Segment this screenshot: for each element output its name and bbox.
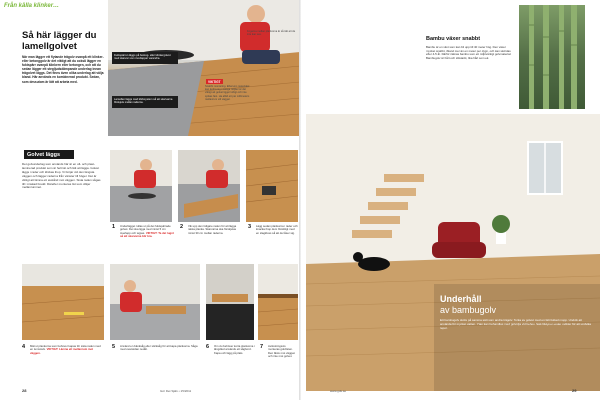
step-4-photo <box>22 264 104 340</box>
hero-caption-right: Fogarna mellan plankorna är så tätt att de inte kan ses. <box>247 30 296 37</box>
step-2-illustration <box>178 150 240 222</box>
section-tag: Från källa klinker… <box>4 3 60 9</box>
step-6-text: Om du behöver korta plankorna i längdled används ett sågbord. Kapa och lägg på plats. <box>214 344 255 355</box>
step-5-number: 5 <box>112 344 116 350</box>
step-7-illustration <box>258 264 298 340</box>
step-6-illustration <box>206 264 254 340</box>
step-7-text: Avslutningsvis monteras golvlisten. Den fästs mot väggen och inte mot golvet. <box>268 344 296 359</box>
viktigt-label: VIKTIGT <box>208 79 221 84</box>
step-4-text <box>30 345 104 355</box>
step-1-viktigt: VIKTIGT: Ta det lugnt så att skarvarna blir bra. <box>120 230 174 239</box>
footer-right-info: www.gds.se <box>330 389 347 393</box>
hero-caption-pvc: Lamellen läggs med klicksystem så att skarvarna förskjuts mellan raderna. <box>112 96 178 108</box>
hero-intro: När man lägger ett flytande trägolv ovanpå ett klinker- eller betonggolv är det viktigt att du också lägger en fuktspärr ovanpå klinkern eller betongen, och att du sedan lägger ett stegljudsdämpande underlag innan trägolvet läggs. Det finns även olika underlag att välja bland. Här används en kombinerad produkt. Sedan, som dessutom är lätt att arbeta med. <box>22 55 104 84</box>
step-7-photo <box>258 264 298 340</box>
hero-photo <box>108 0 300 136</box>
room-photo <box>306 114 600 391</box>
footer-left-info: Gör Det Själv • 15/2011 <box>160 389 192 393</box>
room-title: Underhåll <box>440 294 482 304</box>
hero-caption-top: Fuktspärren läggs på betong- eller klinkergolvet med skarvar som överlappar varandra. <box>112 52 178 64</box>
room-body: Ett bambugolv sköts på samma sätt som andra trägolv. Torka av golvet med en lätt fuktad mopp. Undvik att använda för mycket vatten. Ytan kan behandlas med golvolja vid behov. Sätt filtdynor under möbler för att undvika repor. <box>440 318 591 330</box>
step-5-text: Använd en bänksåg eller sticksåg för att kapa plankorna. Såga med ovansidan nedåt. <box>120 344 198 352</box>
step-6-number: 6 <box>206 344 210 350</box>
viktigt-text: Snabbt montering. Eftersom materialet kan ändra sig i fuktiga miljöer är det viktigt att golvet ligger luftigt och inte spikas fast. Ha alltid ett par millimeters mellanrum vid väggar. <box>205 85 250 101</box>
step-4-body: Mät ut plankorna som behöver kapas för sista raden med en tumstock. <box>30 344 101 352</box>
hero-title: Så här lägger du lamellgolvet <box>22 30 97 52</box>
hero-photo-illustration <box>108 0 300 136</box>
step-1-text <box>120 225 176 239</box>
page-number-right: 29 <box>572 388 577 393</box>
bamboo-photo <box>519 5 585 109</box>
step-3-photo <box>246 150 298 222</box>
step-5-illustration <box>110 264 200 340</box>
step-6-photo <box>206 264 254 340</box>
step-7-number: 7 <box>260 344 264 350</box>
step-3-number: 3 <box>248 224 252 230</box>
step-2-photo <box>178 150 240 222</box>
step-3-text: Lägg sedan plankorna i rader och knacka ihop dem försiktigt med en slagkloss så att de låser sig. <box>256 224 298 235</box>
room-illustration <box>306 114 600 391</box>
step-1-illustration <box>110 150 172 222</box>
room-subtitle: av bambugolv <box>440 305 497 315</box>
step-3-illustration <box>246 150 298 222</box>
howto-intro: Det golvunderlag som används här är en ull- och plast-laminerad produkt som är helt tät och lätt att lägga. Golvet läggs i rader och klickas ihop. Vi börjar vid den längsta väggen och lägger raderna från vänster till höger. Det är viktigt att lämna ett avstånd mot väggen. Sista raden sågas till i önskad bredd. Därefter monteras list som döljer mellanrummet. <box>22 162 101 190</box>
howto-header: Golvet läggs <box>24 150 74 159</box>
step-5-photo <box>110 264 200 340</box>
page-number-left: 28 <box>22 388 27 393</box>
step-1-photo <box>110 150 172 222</box>
step-2-number: 2 <box>180 224 184 230</box>
step-4-number: 4 <box>22 344 26 350</box>
step-1-number: 1 <box>112 224 116 230</box>
bamboo-title: Bambu växer snabbt <box>426 36 481 42</box>
page-gutter <box>299 0 301 400</box>
bamboo-body: Bambu är en växt som kan bli upp till 40 meter hög. Den växer mycket snabbt, ibland mer än en meter per dygn, och kan skördas efter 4-5 år. Därför räknas bambu som ett miljövänligt golvmaterial. Bambugolv är hårt och slitstarkt, lika hårt som ek. <box>426 45 512 60</box>
step-4-viktigt: VIKTIGT: Lämna ett mellanrum mot väggen. <box>30 347 94 355</box>
step-2-text: Vik upp den tidigare raden för att lägga nästa planka. Skarvarna ska förskjutas minst 30 cm mellan raderna. <box>188 224 237 235</box>
step-4-illustration <box>22 264 104 340</box>
step-1-body: Underlägget rullas ut på det fuktspärrade golvet. Det ska ligga med minst 5 cm överlapp och tejpas. <box>120 224 171 235</box>
bamboo-illustration <box>519 5 585 109</box>
